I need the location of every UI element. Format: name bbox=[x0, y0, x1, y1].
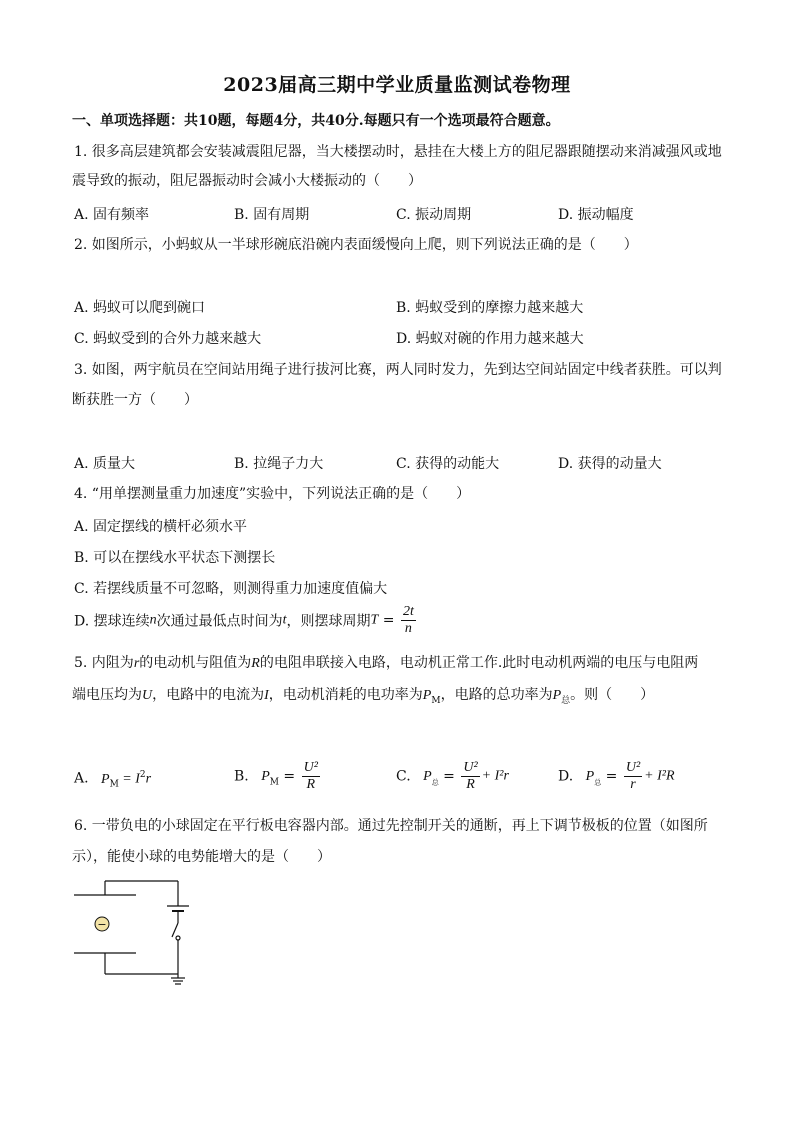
q3-stem-line2: 断获胜一方（ ） bbox=[72, 392, 198, 408]
q5-text: 的电动机与阻值为 bbox=[139, 655, 252, 671]
page-title: 2023届高三期中学业质量监测试卷物理 bbox=[223, 74, 571, 96]
q5-b-den: R bbox=[306, 777, 316, 792]
q5-c-fraction bbox=[461, 760, 479, 793]
q5-text: 端电压均为 bbox=[72, 687, 142, 703]
q2-option-a[interactable]: A. 蚂蚁可以爬到碗口 bbox=[74, 300, 206, 316]
q5-text: 5. 内阻为 bbox=[74, 655, 134, 671]
q3-option-d[interactable]: D. 获得的动量大 bbox=[558, 456, 662, 472]
q4-option-c[interactable]: C. 若摆线质量不可忽略，则测得重力加速度值偏大 bbox=[74, 581, 388, 597]
q5-d-label: D. bbox=[558, 768, 574, 785]
q5-stem-line1 bbox=[74, 653, 698, 674]
q3-option-b[interactable]: B. 拉绳子力大 bbox=[234, 456, 324, 472]
q5-b-P: P bbox=[261, 768, 270, 784]
q5-var-R: R bbox=[251, 656, 260, 671]
q4-d-denominator: n bbox=[404, 621, 412, 636]
q5-option-a[interactable] bbox=[74, 770, 151, 789]
q4-d-fraction bbox=[401, 604, 416, 637]
q5-a-sub: M bbox=[109, 779, 119, 790]
q4-stem: 4. “用单摆测量重力加速度”实验中，下列说法正确的是（ ） bbox=[74, 486, 471, 502]
q5-b-sub: M bbox=[269, 777, 279, 788]
q4-d-text2: 次通过最低点时间为 bbox=[156, 613, 283, 630]
q5-a-sup: 2 bbox=[139, 770, 146, 780]
q5-var-I: I bbox=[264, 688, 269, 703]
q5-text: ，电路中的电流为 bbox=[152, 687, 265, 703]
q5-text: ，电路的总功率为 bbox=[440, 687, 553, 703]
q5-b-label: B. bbox=[234, 768, 249, 785]
q5-b-fraction bbox=[302, 760, 320, 793]
q5-text: ，电动机消耗的电功率为 bbox=[268, 687, 423, 703]
q5-var-r: r bbox=[133, 656, 140, 671]
q4-d-var-n: n bbox=[149, 612, 157, 628]
q5-d-num: U² bbox=[625, 760, 641, 775]
q5-d-tail: + I²R bbox=[644, 768, 675, 784]
q2-stem: 2. 如图所示，小蚂蚁从一半球形碗底沿碗内表面缓慢向上爬，则下列说法正确的是（ ） bbox=[74, 237, 638, 253]
negative-sign: − bbox=[97, 918, 107, 931]
q5-a-P: P bbox=[101, 771, 110, 787]
q6-stem-line1: 6. 一带负电的小球固定在平行板电容器内部。通过先控制开关的通断，再上下调节极板的位置（如图所 bbox=[74, 818, 708, 834]
section-header: 一、单项选择题：共10题，每题4分，共40分.每题只有一个选项最符合题意。 bbox=[72, 113, 560, 129]
q4-d-var-t: t bbox=[282, 612, 287, 628]
q5-d-P: P bbox=[585, 768, 595, 784]
q5-text: 。则（ ） bbox=[570, 687, 655, 703]
q5-c-eq: = bbox=[438, 768, 460, 785]
q2-option-b[interactable]: B. 蚂蚁受到的摩擦力越来越大 bbox=[396, 300, 584, 316]
q3-option-c[interactable]: C. 获得的动能大 bbox=[396, 456, 500, 472]
q4-d-var-T: T bbox=[370, 612, 379, 628]
q5-c-den: R bbox=[466, 777, 475, 792]
q6-stem-line2: 示），能使小球的电势能增大的是（ ） bbox=[72, 849, 331, 865]
q5-d-den: r bbox=[630, 777, 636, 792]
q5-option-b[interactable] bbox=[234, 760, 322, 793]
q5-d-sub: 总 bbox=[594, 778, 602, 787]
q5-c-P: P bbox=[423, 768, 432, 784]
q5-b-num: U² bbox=[303, 760, 318, 775]
q1-option-b[interactable]: B. 固有周期 bbox=[234, 207, 310, 223]
q3-option-a[interactable]: A. 质量大 bbox=[74, 456, 136, 472]
q5-b-eq: = bbox=[278, 768, 300, 785]
q1-stem-line2: 震导致的振动，阻尼器振动时会减小大楼振动的（ ） bbox=[72, 173, 422, 189]
q5-var-Pz: P bbox=[552, 688, 562, 703]
q2-option-c[interactable]: C. 蚂蚁受到的合外力越来越大 bbox=[74, 331, 262, 347]
q1-stem-line1: 1. 很多高层建筑都会安装减震阻尼器，当大楼摆动时，悬挂在大楼上方的阻尼器跟随摆动来消减强风或地 bbox=[74, 144, 722, 160]
q5-d-eq: = bbox=[601, 768, 622, 785]
q1-option-a[interactable]: A. 固有频率 bbox=[74, 207, 150, 223]
q3-stem-line1: 3. 如图，两宇航员在空间站用绳子进行拔河比赛，两人同时发力，先到达空间站固定中线者获胜。可以判 bbox=[74, 362, 722, 378]
q5-var-U: U bbox=[142, 688, 153, 703]
q5-option-d[interactable] bbox=[558, 760, 675, 793]
q4-option-a[interactable]: A. 固定摆线的横杆必须水平 bbox=[74, 519, 248, 535]
q5-var-PM: P bbox=[422, 688, 432, 703]
capacitor-circuit-diagram bbox=[68, 874, 198, 994]
q5-c-num: U² bbox=[463, 760, 478, 775]
q1-option-c[interactable]: C. 振动周期 bbox=[396, 207, 472, 223]
q5-c-label: C. bbox=[396, 768, 411, 785]
q4-option-d[interactable] bbox=[74, 604, 418, 637]
switch-contact bbox=[176, 936, 180, 940]
q5-text: 的电阻串联接入电路，电动机正常工作.此时电动机两端的电压与电阻两 bbox=[259, 655, 699, 671]
q5-c-sub: 总 bbox=[431, 778, 439, 787]
q4-d-numerator: 2t bbox=[402, 604, 414, 619]
q5-a-label: A. bbox=[74, 770, 89, 787]
q5-sub-M: M bbox=[431, 695, 441, 706]
q5-sub-total: 总 bbox=[561, 695, 571, 706]
q5-d-fraction bbox=[624, 760, 642, 793]
q4-d-text1: D. 摆球连续 bbox=[74, 613, 150, 630]
q2-option-d[interactable]: D. 蚂蚁对碗的作用力越来越大 bbox=[396, 331, 584, 347]
q5-a-rhs: = I bbox=[118, 771, 140, 787]
switch-lever bbox=[172, 923, 178, 937]
q5-stem-line2 bbox=[72, 685, 654, 711]
q5-c-tail: + I²r bbox=[481, 768, 509, 784]
q4-d-text3: ，则摆球周期 bbox=[286, 613, 371, 630]
q5-option-c[interactable] bbox=[396, 760, 509, 793]
q1-option-d[interactable]: D. 振动幅度 bbox=[558, 207, 634, 223]
q5-a-r: r bbox=[145, 771, 152, 787]
q4-option-b[interactable]: B. 可以在摆线水平状态下测摆长 bbox=[74, 550, 276, 566]
q4-d-eq: = bbox=[378, 612, 399, 629]
